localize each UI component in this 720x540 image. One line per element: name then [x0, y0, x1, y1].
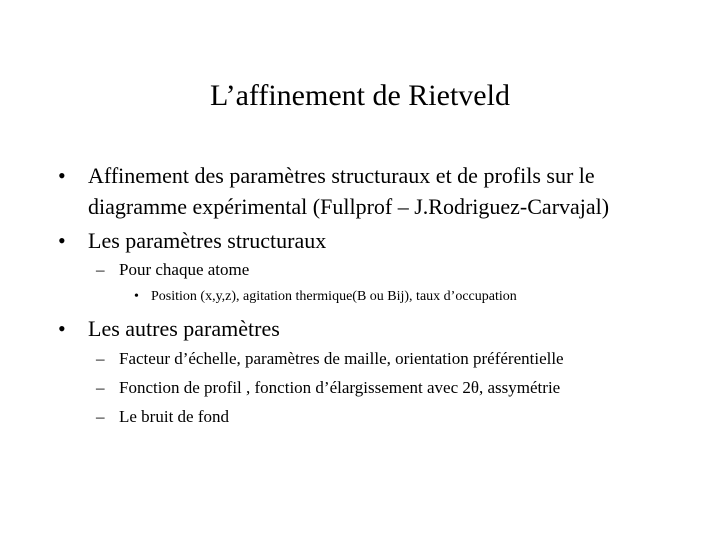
bullet-text-line2: diagramme expérimental (Fullprof – J.Rodriguez-Carvajal): [88, 194, 610, 219]
subbullet-fonction-profil: [96, 377, 561, 399]
bullet-affinement-continuation: [88, 194, 609, 219]
subbullet-pour-chaque-atome: [96, 259, 250, 281]
subbullet-marker: –: [96, 349, 105, 368]
subsubbullet-text: Position (x,y,z), agitation thermique(B ou Bij), taux d’occupation: [151, 289, 517, 304]
bullet-text: Les paramètres structuraux: [88, 228, 327, 253]
bullet-marker: •: [58, 163, 66, 188]
bullet-text-line1: Affinement des paramètres structuraux et de profils sur le: [88, 163, 595, 188]
slide-title: L’affinement de Rietveld: [210, 79, 510, 112]
subsubbullet-position: [134, 288, 517, 306]
bullet-affinement: [58, 163, 595, 188]
subbullet-text: Fonction de profil , fonction d’élargissement avec 2θ, assymétrie: [119, 378, 561, 397]
subbullet-text: Pour chaque atome: [119, 260, 250, 279]
bullet-marker: •: [58, 228, 66, 253]
subbullet-text: Facteur d’échelle, paramètres de maille, orientation préférentielle: [119, 349, 564, 368]
subbullet-bruit-de-fond: [96, 406, 229, 428]
bullet-text: Les autres paramètres: [88, 316, 280, 341]
bullet-autres-parametres: [58, 316, 280, 341]
subbullet-marker: –: [96, 407, 105, 426]
subsubbullet-marker: •: [134, 289, 139, 304]
bullet-parametres-structuraux: [58, 228, 327, 253]
bullet-marker: •: [58, 316, 66, 341]
subbullet-marker: –: [96, 260, 105, 279]
subbullet-marker: –: [96, 378, 105, 397]
subbullet-facteur-echelle: [96, 348, 564, 370]
subbullet-text: Le bruit de fond: [119, 407, 229, 426]
